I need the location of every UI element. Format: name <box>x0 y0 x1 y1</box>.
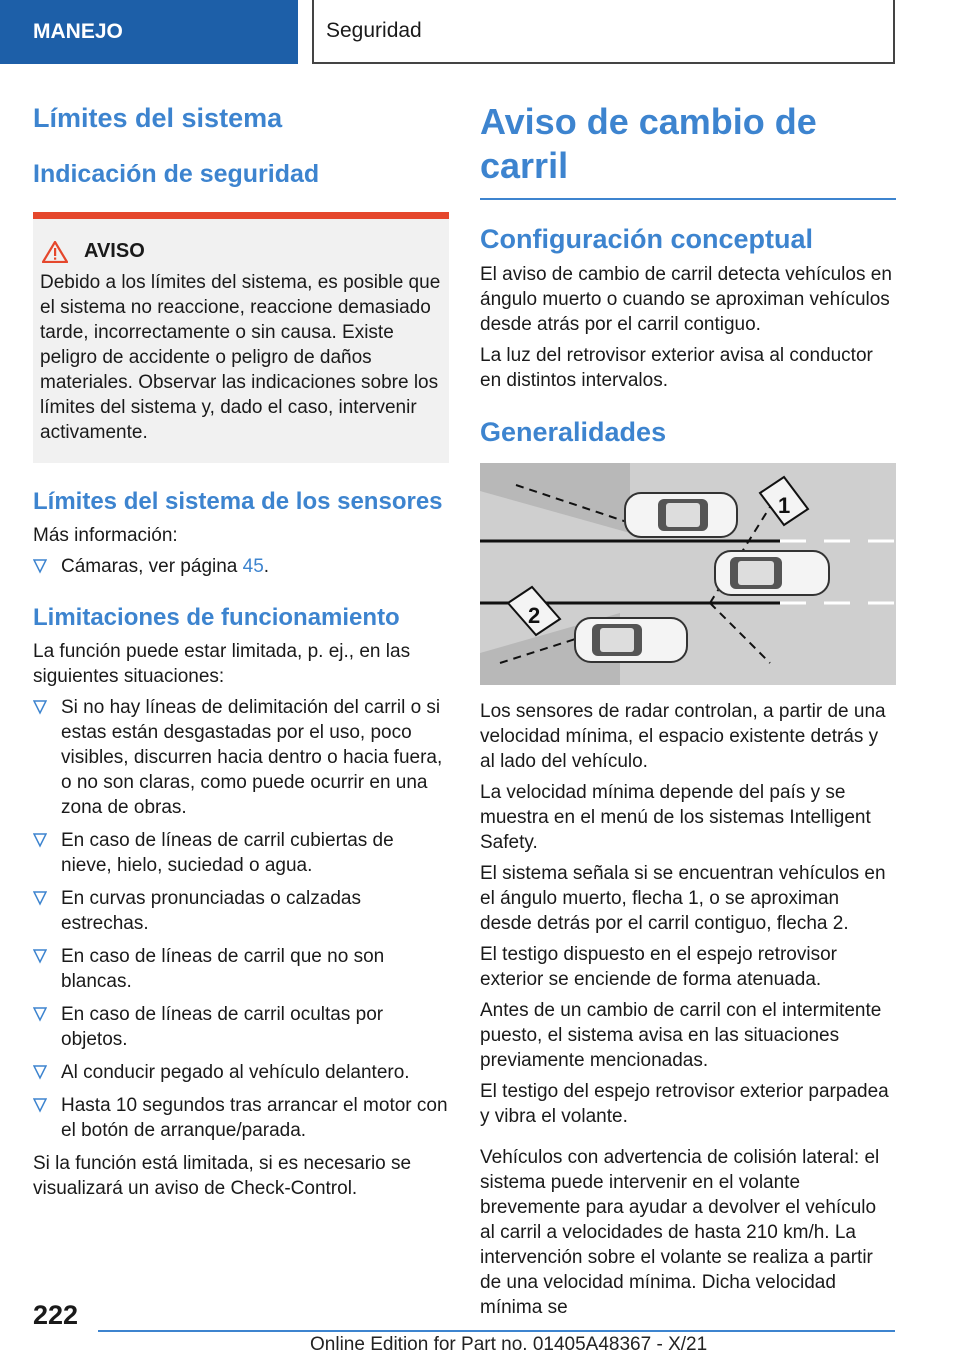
warning-triangle-icon <box>42 241 68 263</box>
side-collision-paragraph: Vehículos con advertencia de colisión lateral: el sistema puede intervenir en el volante brevemente para ayudar a devolver el vehículo al carril a velocidades de hasta 210 km/h. La intervención sobre el volante se realiza a partir de una velocidad mínima. Dicha velocidad mínima se <box>480 1147 880 1318</box>
concept-paragraph: El aviso de cambio de carril detecta vehículos en ángulo muerto o cuando se aproximan vehículos desde atrás por el carril contiguo. <box>480 264 892 335</box>
footer-divider <box>98 1330 895 1332</box>
general-heading: Generalidades <box>480 417 667 447</box>
general-paragraph: El testigo del espejo retrovisor exterior parpadea y vibra el volante. <box>480 1081 889 1127</box>
general-paragraph: Antes de un cambio de carril con el intermitente puesto, el sistema avisa en las situaciones previamente mencionadas. <box>480 1000 882 1071</box>
bullet-triangle-icon <box>33 890 47 906</box>
bullet-triangle-icon <box>33 832 47 848</box>
section-tab: MANEJO <box>0 0 298 64</box>
bullet-triangle-icon <box>33 1064 47 1080</box>
general-paragraph: La velocidad mínima depende del país y se muestra en el menú de los sistemas Intelligent Safety. <box>480 782 871 853</box>
lane-change-figure <box>480 463 896 685</box>
page-number: 222 <box>33 1300 79 1330</box>
lane-change-title: Aviso de cambio de carril <box>480 100 896 200</box>
concept-paragraph: La luz del retrovisor exterior avisa al conductor en distintos intervalos. <box>480 345 873 391</box>
list-item-text: Si no hay líneas de delimitación del carril o si estas están desgastadas por el uso, poco visibles, discurren hacia dentro o hacia fuera, o no son claras, como puede ocurrir en una zona de obras. <box>61 697 443 818</box>
warning-header <box>40 239 442 264</box>
bullet-triangle-icon <box>33 699 47 715</box>
page-link-45[interactable]: 45 <box>242 556 264 577</box>
lane-diagram <box>480 463 896 685</box>
list-item-text: En caso de líneas de carril ocultas por objetos. <box>61 1004 384 1050</box>
list-item-text: En curvas pronunciadas o calzadas estrechas. <box>61 888 361 934</box>
sensors-item-end: . <box>263 556 270 577</box>
limits-list <box>33 695 449 1143</box>
sensors-item-text: Cámaras, ver página <box>61 556 243 577</box>
general-paragraph: Los sensores de radar controlan, a partir de una velocidad mínima, el espacio existente detrás y al lado del vehículo. <box>480 701 886 772</box>
limits-outro: Si la función está limitada, si es necesario se visualizará un aviso de Check-Control. <box>33 1153 412 1199</box>
section-title: Límites del sistema <box>33 103 283 133</box>
list-item <box>33 886 449 936</box>
limits-heading: Limitaciones de funcionamiento <box>33 604 400 631</box>
car-top <box>625 493 737 537</box>
list-item-text: Al conducir pegado al vehículo delantero. <box>61 1062 410 1083</box>
list-item <box>33 554 449 579</box>
list-item-text: Hasta 10 segundos tras arrancar el motor con el botón de arranque/parada. <box>61 1095 448 1141</box>
chapter-tab: Seguridad <box>312 0 895 64</box>
limits-intro: La función puede estar limitada, p. ej., en las siguientes situaciones: <box>33 641 411 687</box>
bullet-triangle-icon <box>33 948 47 964</box>
bullet-triangle-icon <box>33 1006 47 1022</box>
list-item <box>33 1002 449 1052</box>
list-item <box>33 695 449 820</box>
safety-subtitle: Indicación de seguridad <box>33 160 320 188</box>
sensors-list <box>33 554 449 579</box>
bullet-triangle-icon <box>33 558 47 574</box>
warning-text: Debido a los límites del sistema, es posible que el sistema no reaccione, reaccione demasiado tarde, incorrectamente o sin causa. Existe peligro de accidente o peligro de daños materiales. Observar las indicaciones sobre los límites del sistema y, dado el caso, intervenir activamente. <box>40 272 441 443</box>
edition-note: Online Edition for Part no. 01405A48367 - X/21 <box>310 1334 708 1355</box>
list-item-text: En caso de líneas de carril cubiertas de nieve, hielo, suciedad o agua. <box>61 830 394 876</box>
general-paragraph: El testigo dispuesto en el espejo retrovisor exterior se enciende de forma atenuada. <box>480 944 837 990</box>
general-paragraph: El sistema señala si se encuentran vehículos en el ángulo muerto, flecha 1, o se aproximan desde detrás por el carril contiguo, flecha 2. <box>480 863 886 934</box>
concept-heading: Configuración conceptual <box>480 224 814 254</box>
list-item <box>33 944 449 994</box>
car-bottom <box>575 618 687 662</box>
arrow-1-label: 1 <box>778 493 791 518</box>
right-column <box>480 100 896 1326</box>
left-column <box>33 100 449 1201</box>
list-item <box>33 828 449 878</box>
warning-box <box>33 212 449 463</box>
list-item-text: En caso de líneas de carril que no son blancas. <box>61 946 385 992</box>
list-item <box>33 1093 449 1143</box>
car-ego <box>715 551 829 595</box>
warning-label: AVISO <box>84 240 145 262</box>
bullet-triangle-icon <box>33 1097 47 1113</box>
list-item <box>33 1060 449 1085</box>
arrow-2-label: 2 <box>528 603 541 628</box>
sensors-intro: Más información: <box>33 525 178 546</box>
sensors-heading: Límites del sistema de los sensores <box>33 488 443 515</box>
